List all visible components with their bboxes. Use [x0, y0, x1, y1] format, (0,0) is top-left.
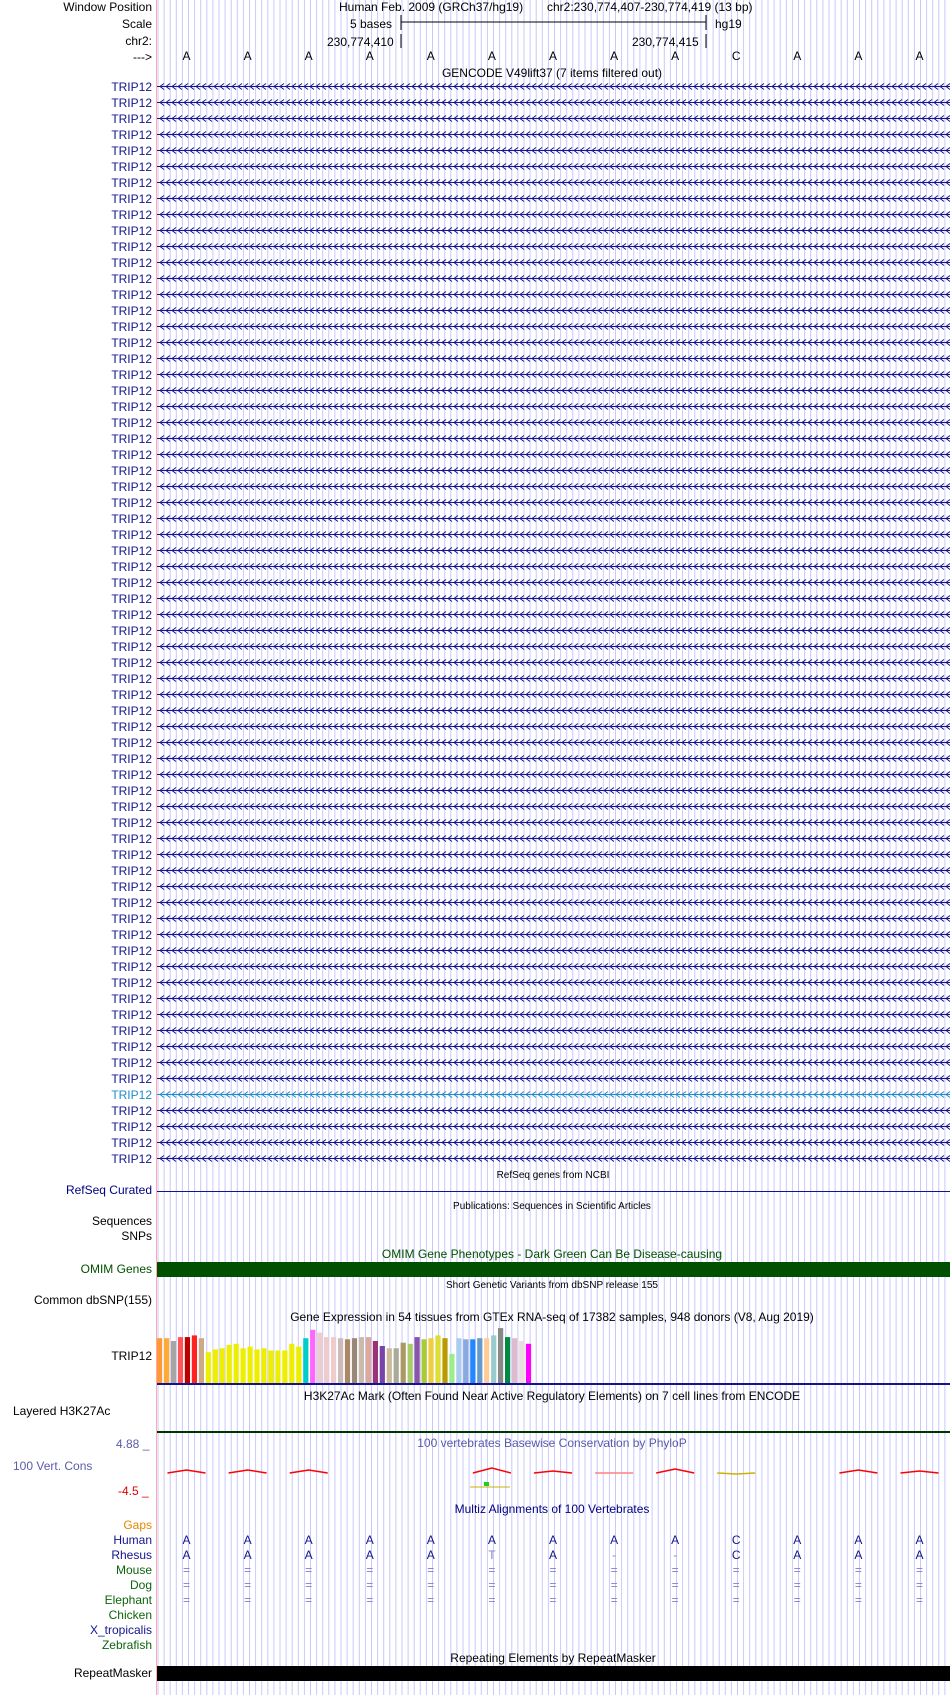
gtex-label[interactable]: TRIP12 — [111, 1349, 152, 1363]
gencode-gene-label[interactable]: TRIP12 — [111, 783, 152, 798]
gtex-tissue-bar[interactable] — [192, 1335, 197, 1383]
multiz-base: A — [487, 1533, 496, 1547]
gtex-tissue-bar[interactable] — [415, 1337, 420, 1383]
gencode-gene-label[interactable]: TRIP12 — [111, 255, 152, 270]
repeatmasker-track-title[interactable]: Repeating Elements by RepeatMasker — [450, 1651, 656, 1665]
gtex-tissue-bar[interactable] — [491, 1335, 496, 1383]
multiz-base: = — [305, 1578, 313, 1592]
gencode-gene-label[interactable]: TRIP12 — [111, 127, 152, 142]
gencode-gene-label[interactable]: TRIP12 — [111, 287, 152, 302]
multiz-species-label[interactable]: Rhesus — [111, 1548, 152, 1562]
phylop-track-title[interactable]: 100 vertebrates Basewise Conservation by PhyloP — [417, 1436, 687, 1450]
multiz-base: A — [793, 1548, 802, 1562]
multiz-base: C — [731, 1548, 741, 1562]
multiz-base: = — [366, 1563, 374, 1577]
multiz-base: = — [793, 1578, 801, 1592]
gencode-gene-label[interactable]: TRIP12 — [111, 383, 152, 398]
multiz-species-label[interactable]: Dog — [129, 1578, 152, 1592]
gencode-gene-label[interactable]: TRIP12 — [111, 335, 152, 350]
gencode-gene-label[interactable]: TRIP12 — [111, 303, 152, 318]
multiz-base: A — [365, 1533, 374, 1547]
multiz-base: A — [548, 1548, 558, 1562]
gencode-gene-label[interactable]: TRIP12 — [111, 1151, 152, 1166]
base-letter: A — [915, 49, 924, 63]
gencode-gene-label[interactable]: TRIP12 — [111, 863, 152, 878]
gencode-gene-label[interactable]: TRIP12 — [111, 559, 152, 574]
multiz-base: = — [427, 1593, 435, 1607]
multiz-base: = — [488, 1563, 496, 1577]
gencode-gene-label[interactable]: TRIP12 — [111, 687, 152, 702]
gtex-tissue-bar[interactable] — [157, 1338, 162, 1383]
publications-track-title[interactable]: Publications: Sequences in Scientific Articles — [453, 1201, 651, 1212]
multiz-species-label[interactable]: Gaps — [123, 1518, 152, 1532]
omim-track-title[interactable]: OMIM Gene Phenotypes - Dark Green Can Be Disease-causing — [381, 1247, 723, 1261]
gtex-tissue-bar[interactable] — [171, 1341, 176, 1383]
gtex-tissue-bar[interactable] — [331, 1337, 336, 1383]
multiz-base: = — [793, 1593, 801, 1607]
gencode-gene-label[interactable]: TRIP12 — [111, 111, 152, 126]
gtex-tissue-bar[interactable] — [227, 1345, 232, 1383]
multiz-base: = — [915, 1578, 924, 1592]
gencode-gene-label[interactable]: TRIP12 — [111, 655, 152, 670]
scale-text: 5 bases — [350, 17, 393, 31]
db-label: hg19 — [715, 17, 742, 31]
gtex-tissue-bar[interactable] — [241, 1348, 246, 1383]
gtex-tissue-bar[interactable] — [248, 1347, 253, 1383]
gencode-gene-label[interactable]: TRIP12 — [111, 1071, 152, 1086]
gencode-gene-label[interactable]: TRIP12 — [111, 799, 152, 814]
base-letter: A — [793, 49, 802, 63]
multiz-base: = — [732, 1593, 740, 1607]
gencode-gene-label[interactable]: TRIP12 — [111, 79, 152, 94]
gtex-tissue-bar[interactable] — [324, 1337, 329, 1383]
gencode-gene-label[interactable]: TRIP12 — [111, 879, 152, 894]
gencode-gene-label[interactable]: TRIP12 — [111, 927, 152, 942]
gencode-gene-label[interactable]: TRIP12 — [111, 431, 152, 446]
gtex-tissue-bar[interactable] — [282, 1351, 287, 1384]
gtex-tissue-bar[interactable] — [408, 1344, 413, 1383]
multiz-base: = — [671, 1593, 679, 1607]
gencode-gene-label[interactable]: TRIP12 — [111, 591, 152, 606]
gtex-tissue-bar[interactable] — [435, 1335, 440, 1383]
phylop-score-mark[interactable] — [168, 1470, 206, 1473]
base-letter: A — [304, 49, 313, 63]
gtex-tissue-bar[interactable] — [519, 1341, 524, 1383]
multiz-base: = — [244, 1578, 252, 1592]
phylop-label[interactable]: 100 Vert. Cons — [13, 1459, 93, 1473]
omim-label[interactable]: OMIM Genes — [80, 1262, 152, 1276]
multiz-base: = — [182, 1578, 191, 1592]
gtex-tissue-bar[interactable] — [303, 1338, 308, 1383]
gtex-tissue-bar[interactable] — [477, 1338, 482, 1383]
gencode-gene-label[interactable]: TRIP12 — [111, 95, 152, 110]
gtex-tissue-bar[interactable] — [199, 1338, 204, 1383]
gencode-gene-label[interactable]: TRIP12 — [111, 495, 152, 510]
multiz-base: A — [182, 1533, 191, 1547]
phylop-ymax: 4.88 _ — [116, 1437, 150, 1451]
gencode-gene-label[interactable]: TRIP12 — [111, 831, 152, 846]
multiz-base: = — [182, 1563, 191, 1577]
multiz-base: = — [366, 1578, 374, 1592]
gencode-gene-label[interactable]: TRIP12 — [111, 175, 152, 190]
gtex-tissue-bar[interactable] — [401, 1343, 406, 1383]
multiz-base: C — [731, 1533, 741, 1547]
multiz-base: = — [854, 1593, 862, 1607]
gtex-tissue-bar[interactable] — [498, 1328, 503, 1383]
gencode-gene-label[interactable]: TRIP12 — [111, 959, 152, 974]
refseq-label[interactable]: RefSeq Curated — [65, 1183, 152, 1197]
coord-left: 230,774,410 — [327, 35, 394, 49]
gencode-gene-label[interactable]: TRIP12 — [111, 143, 152, 158]
gtex-tissue-bar[interactable] — [366, 1337, 371, 1383]
gtex-tissue-bar[interactable] — [359, 1337, 364, 1383]
multiz-base: A — [365, 1548, 374, 1562]
base-letter: A — [426, 49, 435, 63]
gtex-tissue-bar[interactable] — [338, 1338, 343, 1383]
multiz-base: = — [366, 1593, 374, 1607]
multiz-base: A — [671, 1533, 680, 1547]
gtex-tissue-bar[interactable] — [394, 1348, 399, 1383]
gtex-tissue-bar[interactable] — [268, 1351, 273, 1384]
publications-label-snps[interactable]: SNPs — [121, 1229, 152, 1243]
multiz-base: T — [488, 1548, 496, 1562]
multiz-track-title[interactable]: Multiz Alignments of 100 Vertebrates — [454, 1502, 650, 1516]
gtex-tissue-bar[interactable] — [185, 1337, 190, 1383]
multiz-base: A — [854, 1533, 863, 1547]
gencode-gene-label[interactable]: TRIP12 — [111, 399, 152, 414]
gtex-tissue-bar[interactable] — [442, 1338, 447, 1383]
gencode-gene-label[interactable]: TRIP12 — [111, 671, 152, 686]
multiz-base: A — [243, 1548, 252, 1562]
assembly-title: Human Feb. 2009 (GRCh37/hg19) — [339, 0, 524, 14]
gtex-tissue-bar[interactable] — [261, 1348, 266, 1383]
base-letter: A — [854, 49, 863, 63]
multiz-base: = — [671, 1563, 679, 1577]
multiz-base: A — [548, 1533, 558, 1547]
multiz-base: = — [854, 1563, 862, 1577]
h3k27ac-label[interactable]: Layered H3K27Ac — [13, 1404, 111, 1418]
gencode-gene-label[interactable]: TRIP12 — [111, 751, 152, 766]
gencode-gene-label[interactable]: TRIP12 — [111, 319, 152, 334]
publications-label-sequences[interactable]: Sequences — [91, 1214, 152, 1228]
gencode-gene-label[interactable]: TRIP12 — [111, 463, 152, 478]
multiz-base: = — [732, 1578, 740, 1592]
multiz-base: = — [427, 1578, 435, 1592]
gencode-gene-label[interactable]: TRIP12 — [111, 703, 152, 718]
multiz-base: A — [854, 1548, 863, 1562]
gencode-gene-label[interactable]: TRIP12 — [111, 911, 152, 926]
multiz-base: = — [549, 1563, 557, 1577]
gencode-gene-label[interactable]: TRIP12 — [111, 1103, 152, 1118]
gencode-gene-label[interactable]: TRIP12 — [111, 415, 152, 430]
gtex-tissue-bar[interactable] — [373, 1341, 378, 1383]
multiz-base: = — [915, 1563, 924, 1577]
gtex-tissue-bar[interactable] — [254, 1349, 259, 1383]
h3k27ac-track-title[interactable]: H3K27Ac Mark (Often Found Near Active Regulatory Elements) on 7 cell lines from ENCODE — [303, 1389, 801, 1403]
gtex-tissue-bar[interactable] — [387, 1348, 392, 1383]
gencode-gene-label[interactable]: TRIP12 — [111, 735, 152, 750]
base-letter: A — [365, 49, 374, 63]
multiz-base: A — [610, 1533, 619, 1547]
gencode-gene-label[interactable]: TRIP12 — [111, 975, 152, 990]
gencode-gene-label[interactable]: TRIP12 — [111, 191, 152, 206]
phylop-score-mark[interactable] — [290, 1470, 328, 1473]
gencode-gene-label[interactable]: TRIP12 — [111, 623, 152, 638]
multiz-species-label[interactable]: X_tropicalis — [89, 1623, 152, 1637]
multiz-base: = — [549, 1578, 557, 1592]
multiz-base: - — [673, 1548, 678, 1562]
phylop-score-mark[interactable] — [473, 1468, 511, 1473]
gtex-tissue-bar[interactable] — [275, 1351, 280, 1384]
repeatmasker-bar[interactable] — [157, 1666, 950, 1681]
multiz-base: A — [182, 1548, 191, 1562]
gencode-gene-label[interactable]: TRIP12 — [111, 767, 152, 782]
multiz-base: A — [304, 1548, 313, 1562]
gtex-tissue-bar[interactable] — [512, 1338, 517, 1383]
gencode-gene-label[interactable]: TRIP12 — [111, 271, 152, 286]
multiz-species-label[interactable]: Elephant — [104, 1593, 152, 1607]
gencode-gene-label[interactable]: TRIP12 — [111, 991, 152, 1006]
multiz-base: = — [732, 1563, 740, 1577]
multiz-base: A — [793, 1533, 802, 1547]
gencode-gene-label[interactable]: TRIP12 — [111, 543, 152, 558]
repeatmasker-label[interactable]: RepeatMasker — [73, 1666, 152, 1680]
multiz-base: A — [426, 1533, 435, 1547]
multiz-base: = — [488, 1578, 496, 1592]
multiz-base: A — [426, 1548, 435, 1562]
multiz-base: = — [854, 1578, 862, 1592]
coord-right: 230,774,415 — [632, 35, 699, 49]
gencode-gene-label[interactable]: TRIP12 — [111, 1007, 152, 1022]
multiz-base: = — [244, 1593, 252, 1607]
multiz-species-label[interactable]: Chicken — [108, 1608, 152, 1622]
multiz-base: = — [915, 1593, 924, 1607]
base-letter: C — [731, 49, 741, 63]
gtex-tissue-bar[interactable] — [289, 1344, 294, 1383]
dbsnp-track-title[interactable]: Short Genetic Variants from dbSNP release 155 — [446, 1280, 658, 1291]
multiz-base: = — [305, 1563, 313, 1577]
gencode-gene-label[interactable]: TRIP12 — [111, 1119, 152, 1134]
base-letter: A — [610, 49, 619, 63]
multiz-base: = — [305, 1593, 313, 1607]
base-letter: A — [487, 49, 496, 63]
multiz-base: A — [243, 1533, 252, 1547]
multiz-base: = — [610, 1563, 618, 1577]
multiz-base: = — [610, 1578, 618, 1592]
gencode-gene-label[interactable]: TRIP12 — [111, 351, 152, 366]
multiz-base: = — [427, 1563, 435, 1577]
refseq-track-title[interactable]: RefSeq genes from NCBI — [496, 1170, 610, 1181]
gtex-tissue-bar[interactable] — [526, 1344, 531, 1383]
gtex-tissue-bar[interactable] — [206, 1352, 211, 1383]
gtex-tissue-bar[interactable] — [213, 1349, 218, 1383]
gencode-gene-label[interactable]: TRIP12 — [111, 367, 152, 382]
position-readout: chr2:230,774,407-230,774,419 (13 bp) — [547, 0, 753, 14]
gtex-tissue-bar[interactable] — [422, 1339, 427, 1383]
gencode-gene-label[interactable]: TRIP12 — [111, 479, 152, 494]
gtex-tissue-bar[interactable] — [484, 1338, 489, 1383]
scale-label: Scale — [121, 17, 152, 31]
gencode-gene-label[interactable]: TRIP12 — [111, 159, 152, 174]
multiz-species-label[interactable]: Mouse — [115, 1563, 152, 1577]
multiz-base: A — [915, 1548, 924, 1562]
gtex-tissue-bar[interactable] — [505, 1337, 510, 1383]
base-letter: A — [671, 49, 680, 63]
base-letter: A — [548, 49, 558, 63]
gencode-gene-label[interactable]: TRIP12 — [111, 815, 152, 830]
gencode-gene-label[interactable]: TRIP12 — [111, 239, 152, 254]
gencode-gene-label[interactable]: TRIP12 — [111, 943, 152, 958]
phylop-score-mark[interactable] — [229, 1470, 267, 1473]
gencode-gene-label[interactable]: TRIP12 — [111, 719, 152, 734]
multiz-base: = — [244, 1563, 252, 1577]
gencode-gene-label[interactable]: TRIP12 — [111, 1023, 152, 1038]
gtex-tissue-bar[interactable] — [164, 1338, 169, 1383]
omim-bar[interactable] — [157, 1262, 950, 1277]
dbsnp-label[interactable]: Common dbSNP(155) — [33, 1293, 152, 1307]
multiz-base: = — [793, 1563, 801, 1577]
multiz-base: = — [671, 1578, 679, 1592]
multiz-base: = — [549, 1593, 557, 1607]
multiz-base: = — [488, 1593, 496, 1607]
strand-label: ---> — [133, 50, 152, 64]
gtex-tissue-bar[interactable] — [317, 1333, 322, 1383]
base-letter: A — [243, 49, 252, 63]
window-position-label: Window Position — [63, 0, 152, 14]
gencode-gene-label[interactable]: TRIP12 — [111, 607, 152, 622]
gtex-tissue-bar[interactable] — [296, 1347, 301, 1383]
multiz-base: A — [304, 1533, 313, 1547]
gtex-tissue-bar[interactable] — [463, 1339, 468, 1383]
gencode-gene-label[interactable]: TRIP12 — [111, 447, 152, 462]
gtex-track-title[interactable]: Gene Expression in 54 tissues from GTEx RNA-seq of 17382 samples, 948 donors (V8, Aug 2019) — [290, 1310, 814, 1324]
gtex-tissue-bar[interactable] — [352, 1338, 357, 1383]
multiz-base: - — [612, 1548, 617, 1562]
gtex-tissue-bar[interactable] — [220, 1348, 225, 1383]
gtex-tissue-bar[interactable] — [428, 1338, 433, 1383]
gtex-tissue-bar[interactable] — [380, 1346, 385, 1383]
gencode-gene-label[interactable]: TRIP12 — [111, 1087, 152, 1102]
phylop-green-mark — [484, 1482, 489, 1486]
gencode-gene-label[interactable]: TRIP12 — [111, 1039, 152, 1054]
gtex-tissue-bar[interactable] — [470, 1339, 475, 1383]
gencode-gene-label[interactable]: TRIP12 — [111, 511, 152, 526]
multiz-base: = — [182, 1593, 191, 1607]
multiz-species-label[interactable]: Human — [113, 1533, 152, 1547]
multiz-species-label[interactable]: Zebrafish — [101, 1638, 152, 1652]
gtex-tissue-bar[interactable] — [234, 1344, 239, 1383]
phylop-ymin: -4.5 _ — [118, 1484, 149, 1498]
gencode-gene-label[interactable]: TRIP12 — [111, 207, 152, 222]
gencode-gene-label[interactable]: TRIP12 — [111, 639, 152, 654]
gencode-gene-label[interactable]: TRIP12 — [111, 1135, 152, 1150]
gtex-tissue-bar[interactable] — [178, 1337, 183, 1383]
gtex-tissue-bar[interactable] — [456, 1338, 461, 1383]
gtex-tissue-bar[interactable] — [310, 1330, 315, 1383]
gencode-track-title[interactable]: GENCODE V49lift37 (7 items filtered out) — [441, 66, 663, 80]
gencode-gene-label[interactable]: TRIP12 — [111, 1055, 152, 1070]
gencode-gene-label[interactable]: TRIP12 — [111, 895, 152, 910]
phylop-score-mark[interactable] — [717, 1473, 755, 1474]
multiz-base: = — [610, 1593, 618, 1607]
gencode-gene-label[interactable]: TRIP12 — [111, 527, 152, 542]
gencode-gene-label[interactable]: TRIP12 — [111, 847, 152, 862]
gtex-tissue-bar[interactable] — [345, 1339, 350, 1383]
chrom-label: chr2: — [125, 34, 152, 48]
gencode-gene-label[interactable]: TRIP12 — [111, 223, 152, 238]
gencode-gene-label[interactable]: TRIP12 — [111, 575, 152, 590]
multiz-base: A — [915, 1533, 924, 1547]
gtex-tissue-bar[interactable] — [449, 1354, 454, 1383]
base-letter: A — [182, 49, 191, 63]
